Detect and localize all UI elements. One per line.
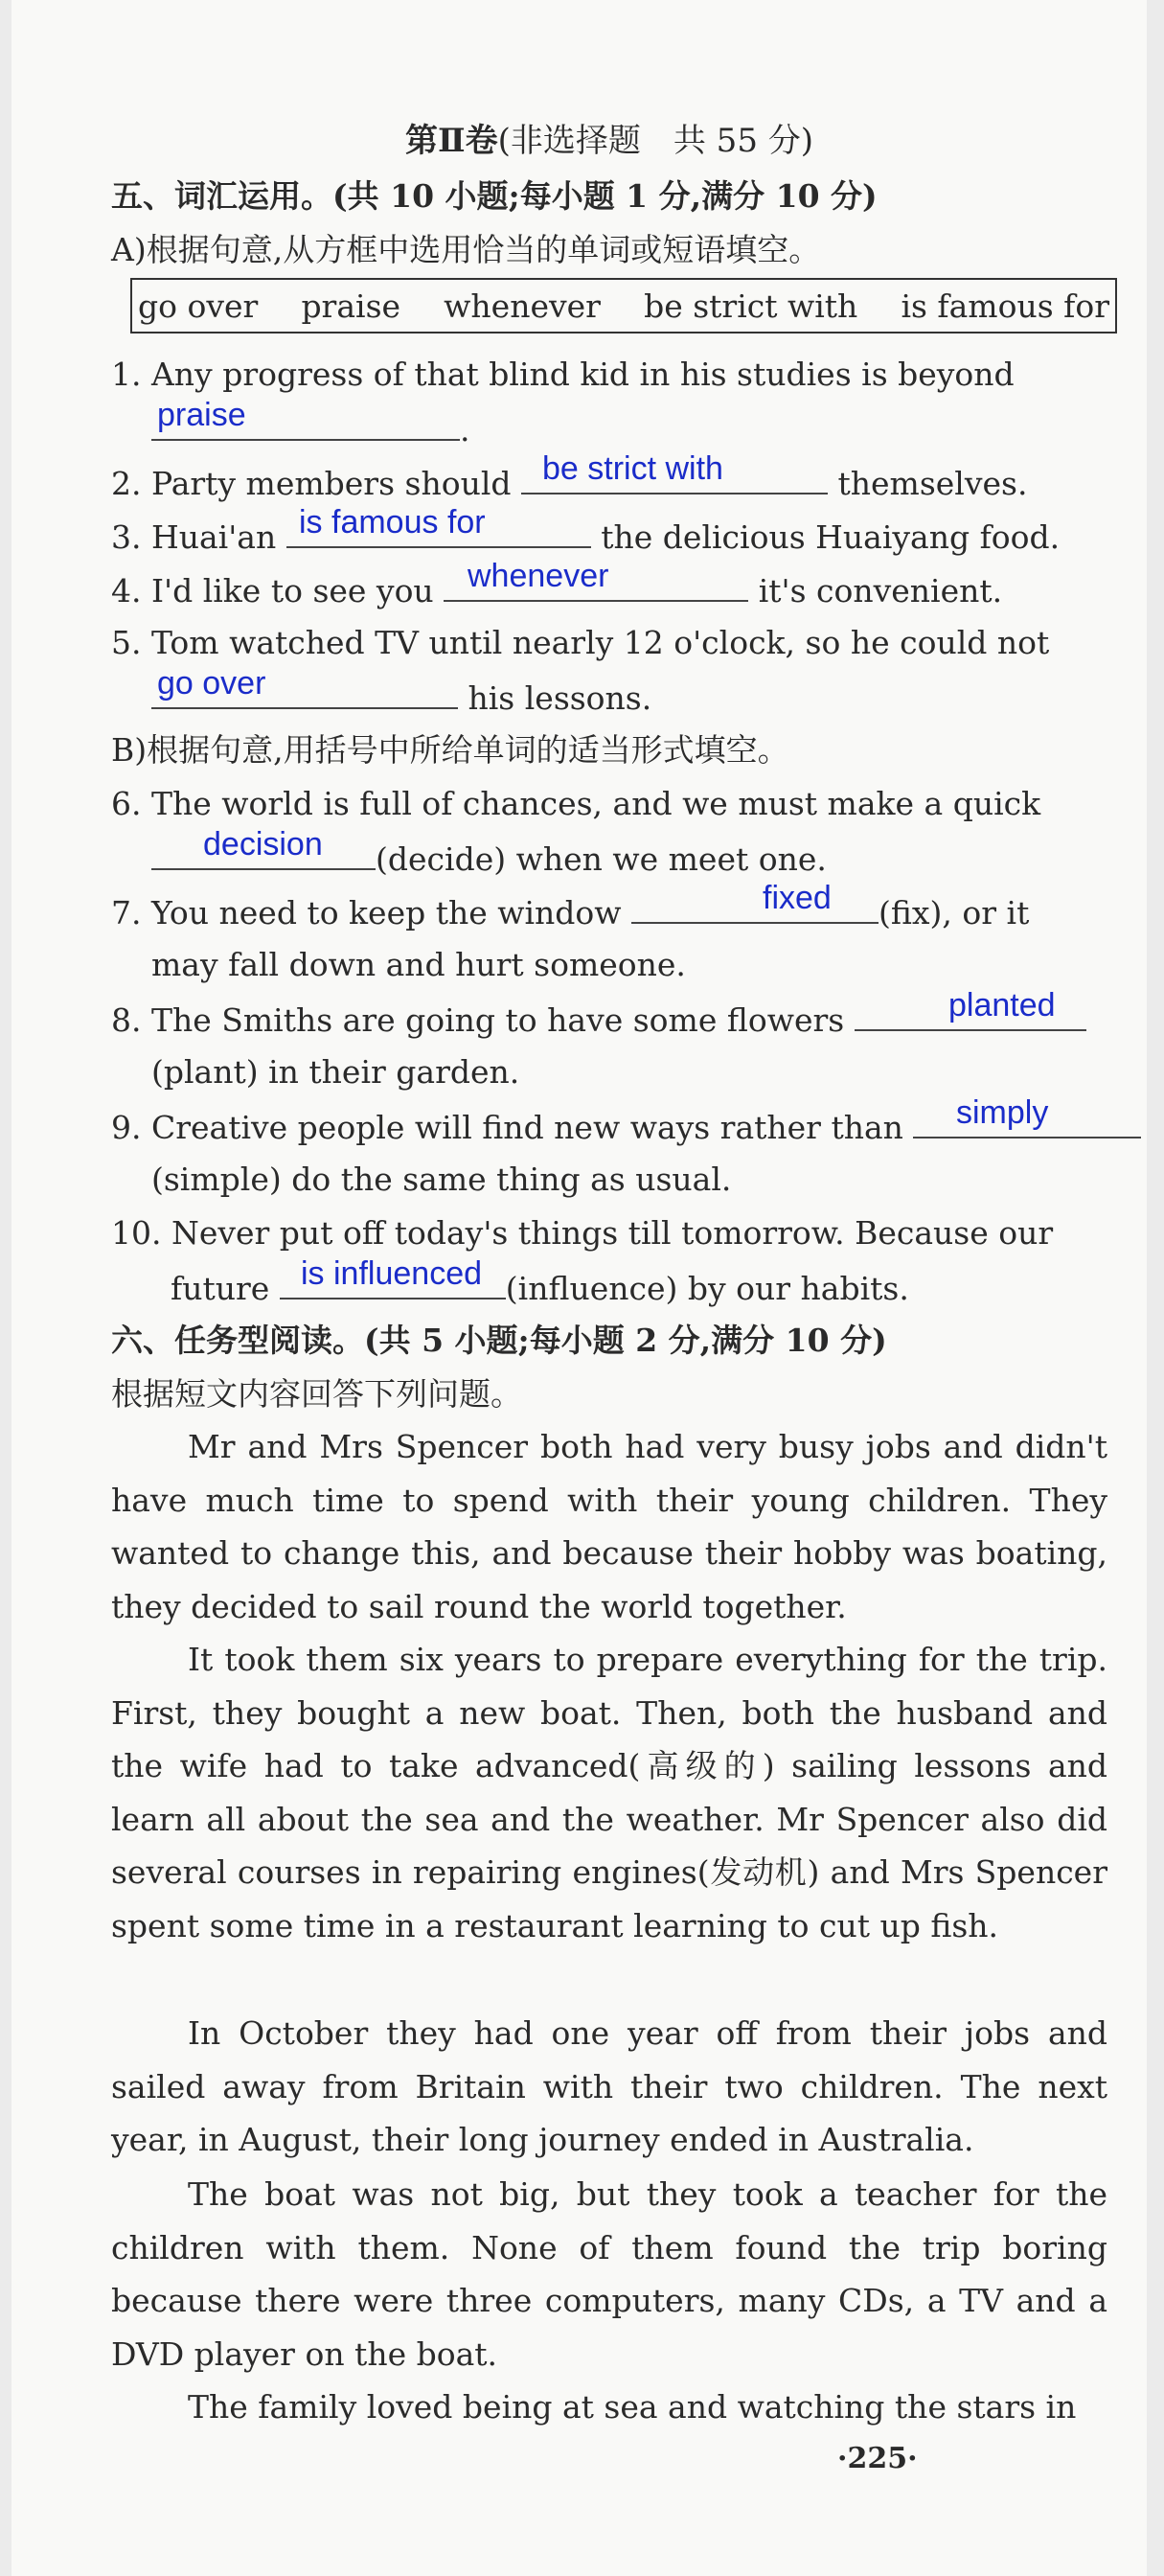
question-3-answer: is famous for bbox=[299, 504, 486, 540]
question-3-text: 3. Huai'an bbox=[111, 518, 277, 556]
page bbox=[11, 0, 1147, 2576]
section6-instruction: 根据短文内容回答下列问题。 bbox=[111, 1375, 522, 1413]
question-10-lead: future bbox=[171, 1270, 270, 1307]
question-7-answer: fixed bbox=[763, 880, 832, 916]
part-title bbox=[111, 119, 1107, 163]
question-3-tail: the delicious Huaiyang food. bbox=[601, 518, 1061, 556]
question-7-tail: (fix), or it bbox=[879, 894, 1030, 932]
word-bank-box bbox=[130, 278, 1117, 334]
section6-heading: 六、任务型阅读。(共 5 小题;每小题 2 分,满分 10 分) bbox=[111, 1322, 887, 1359]
question-8-line2: (plant) in their garden. bbox=[151, 1053, 520, 1091]
question-7-text: 7. You need to keep the window bbox=[111, 894, 622, 932]
page-number: ·225· bbox=[837, 2442, 918, 2475]
section5-heading: 五、词汇运用。(共 10 小题;每小题 1 分,满分 10 分) bbox=[111, 177, 878, 215]
question-9-answer: simply bbox=[956, 1094, 1049, 1131]
question-2-text: 2. Party members should bbox=[111, 465, 512, 502]
question-7-line2: may fall down and hurt someone. bbox=[151, 946, 686, 983]
word-option: praise bbox=[301, 287, 401, 325]
question-1-line2: . bbox=[151, 406, 470, 452]
question-2-answer: be strict with bbox=[542, 450, 723, 487]
question-4-text: 4. I'd like to see you bbox=[111, 572, 434, 610]
question-2-tail: themselves. bbox=[837, 465, 1028, 502]
question-9-text: 9. Creative people will find new ways rather than bbox=[111, 1109, 903, 1146]
question-6-text: 6. The world is full of chances, and we must make a quick bbox=[111, 785, 1041, 822]
question-8-answer: planted bbox=[948, 987, 1056, 1024]
passage-paragraph-5: The family loved being at sea and watching the stars in bbox=[188, 2388, 1077, 2426]
question-10-tail: (influence) by our habits. bbox=[505, 1270, 909, 1307]
word-option: go over bbox=[138, 287, 259, 325]
question-4-tail: it's convenient. bbox=[758, 572, 1003, 610]
question-6-tail: (decide) when we meet one. bbox=[376, 840, 827, 878]
word-option: be strict with bbox=[644, 287, 858, 325]
section5-partA-instruction: A)根据句意,从方框中选用恰当的单词或短语填空。 bbox=[111, 231, 821, 268]
question-5-text: 5. Tom watched TV until nearly 12 o'clock, so he could not bbox=[111, 624, 1050, 661]
question-6-answer: decision bbox=[203, 826, 323, 862]
question-8-text: 8. The Smiths are going to have some flowers bbox=[111, 1001, 845, 1039]
question-1-text: 1. Any progress of that blind kid in his studies is beyond bbox=[111, 356, 1015, 393]
question-4-answer: whenever bbox=[468, 558, 609, 594]
question-1-answer: praise bbox=[157, 397, 246, 433]
part-title-sub: (非选择题 共 55 分) bbox=[497, 122, 814, 160]
question-5-answer: go over bbox=[157, 665, 266, 702]
word-option: is famous for bbox=[901, 287, 1109, 325]
question-10-line2 bbox=[171, 1265, 909, 1311]
answer-blank[interactable] bbox=[631, 889, 879, 924]
word-option: whenever bbox=[444, 287, 601, 325]
question-5-tail: his lessons. bbox=[468, 679, 652, 717]
part-title-main: 第Ⅱ卷 bbox=[404, 122, 498, 160]
section5-partB-instruction: B)根据句意,用括号中所给单词的适当形式填空。 bbox=[111, 731, 789, 769]
question-9-line2: (simple) do the same thing as usual. bbox=[151, 1161, 732, 1198]
question-10-text: 10. Never put off today's things till tomorrow. Because our bbox=[111, 1214, 1054, 1252]
passage-paragraph-1: Mr and Mrs Spencer both had very busy jobs and didn't have much time to spend with their young children. They wanted to change this, and because their hobby was boating, they decided to sail round the world together. bbox=[111, 1428, 1107, 1625]
question-8 bbox=[111, 997, 1086, 1043]
passage-paragraph-2: It took them six years to prepare everything for the trip. First, they bought a new boat. Then, both the husband and the wife had to take advanced(高级的) sailing lessons and learn all about the sea and the weather. Mr Spencer also did several courses in repairing engines(发动机) and Mrs Spencer spent some time in a restaurant learning to cut up fish. bbox=[111, 1641, 1107, 1944]
passage-paragraph-3: In October they had one year off from their jobs and sailed away from Britain with their two children. The next year, in August, their long journey ended in Australia. bbox=[111, 2014, 1107, 2159]
question-10-answer: is influenced bbox=[301, 1255, 483, 1292]
question-3 bbox=[111, 514, 1060, 560]
question-7 bbox=[111, 889, 1029, 935]
passage-paragraph-4: The boat was not big, but they took a teacher for the children with them. None of them found the trip boring because there were three computers, many CDs, a TV and a DVD player on the boat. bbox=[111, 2175, 1107, 2373]
